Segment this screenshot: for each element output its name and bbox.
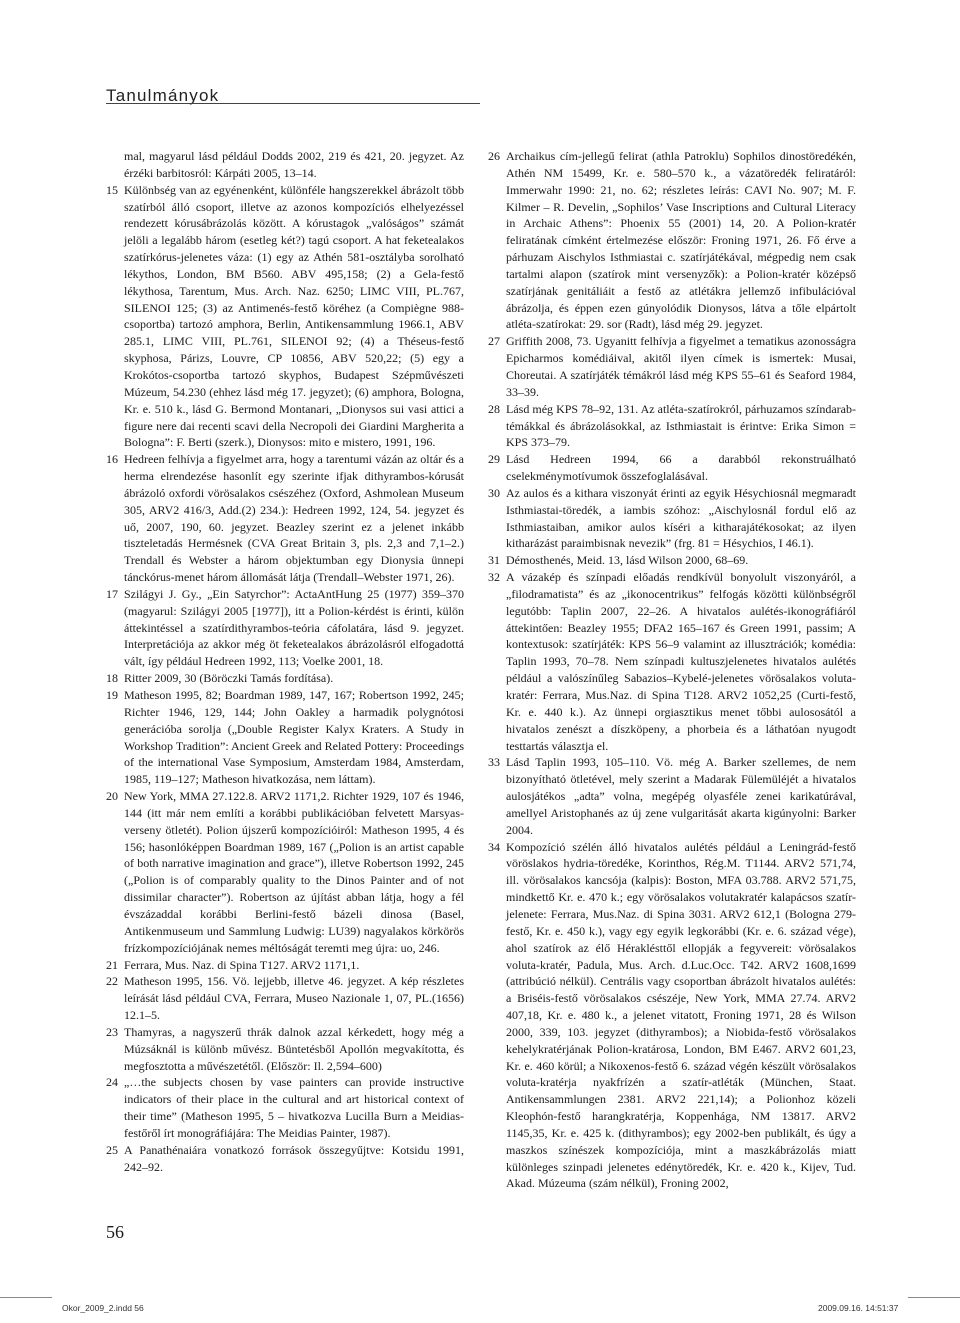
footnote-number: 19: [106, 688, 118, 702]
footnote-number: 15: [106, 182, 118, 197]
footer-file: Okor_2009_2.indd 56: [62, 1303, 144, 1313]
footnote-text: Hedreen felhívja a figyelmet arra, hogy a tarentumi vázán az oltár és a herma elrendezése hasonlít egy szerinte ifjak dithyrambos-kórusát ábrázoló oxfordi vörösalakos csészéhez (Oxford, Ashmolean Museum 305, ARV2 416/3, Add.(2) 234.): Hedreen 1992, 124, 54. jegyzet és uő, 2007, 190, 60. jegyzet. Beazley szerint ez a jelenet inkább tiszteletadás Hermésnek (CVA Great Britain 3, pls. 2,3 and 7,1–2.) Trendall és Webster a három objektumban egy Dionysia ünnepi tánckórus-menet három állomását látja (Trendall–Webster 1971, 26).: [124, 452, 464, 585]
footnote: [106, 1142, 464, 1176]
section-header: Tanulmányok: [106, 86, 220, 105]
footnote: [106, 788, 464, 956]
footer-timestamp: 2009.09.16. 14:51:37: [818, 1303, 899, 1313]
right-column: [488, 148, 856, 1192]
right-notes: [488, 148, 856, 1192]
footnote-number: 17: [106, 586, 118, 601]
footnote-text: Ritter 2009, 30 (Böröczki Tamás fordítása).: [124, 671, 334, 686]
footnote-text: Matheson 1995, 82; Boardman 1989, 147, 167; Robertson 1992, 245; Richter 1946, 129, 144; John Oakley a harmadik polygnótosi generációba sorolja („Double Register Kalyx Kraters. A Study in Workshop Tradition”: Ancient Greek and Related Pottery: Proceedings of the international Vase Symposium, Amsterdam 1984, Amsterdam, 1985, 119–127; Matheson hivatkozása, nem láttam).: [124, 688, 464, 787]
footnote-text: A Panathénaiára vonatkozó források összegyűjtve: Kotsidu 1991, 242–92.: [124, 1142, 464, 1174]
footnote: [488, 401, 856, 452]
footnote-text: A vázakép és színpadi előadás rendkívül bonyolult viszonyáról, a „filodramatista” és az „ikonocentrikus” felfogás közötti különbségről legutóbb: Taplin 2007, 22–26. A hivatalos aulétés-ikonográfiáról áttekintően: Beazley 1955; DFA2 165–167 és Green 1991, passim; A kontextusok: szatírjáték: KPS 56–9 valamint az illusztrációk; komédia: Taplin 1993, 70–78. Nem színpadi kultuszjelenetes hivatalos aulétés például a valószínűleg Sabazios–Kybelé-jelenetes vörösalakos voluta-kratér: Ferrara, Mus.Naz. di Spina T128. ARV2 1052,25 (Curti-festő, Kr. e. 440 k.). Az ünnepi orgiasztikus menet tőbbi aulososától a hivatalos zenészt a díszköpeny, a phorbeia és a láthatóan nyugodt testtartás választja el.: [506, 570, 856, 753]
footnote-text: Archaikus cím-jellegű felirat (athla Patroklu) Sophilos dinostöredékén, Athén NM 15499, Kr. e. 580–570 k., a vázatöredék feliratáról: Immerwahr 1990: 21, no. 62; részletes leírás: CAVI No. 907; M. F. Kilmer – R. Develin, „Sophilos’ Vase Inscriptions and Cultural Literacy in Archaic Athens”: Phoenix 55 (2001) 14, 20. A Polion-kratér feliratának címként értelmezése először: Froning 1971, 26. Fő érve a párhuzam Aischylos Isthmiastai c. szatírjátékával, mégpedig nem csak tartalmi alapon (szatírok mint versenyzők): a Polion-kratér középső szatírjának genitáliáit a festő az atlétákra jellemző infibulációval ábrázolja, és éppen ezen gúnyolódik Dionysos, látva a tőle elpártolt atléta-szatírokat: 29. sor (Radt), lásd még 29. jegyzet.: [506, 149, 856, 332]
footnote: [488, 839, 856, 1193]
footnote-number: 32: [488, 570, 500, 585]
page-number: 56: [106, 1222, 124, 1242]
footnote: [106, 1024, 464, 1075]
crop-mark: [908, 1297, 960, 1298]
footnote: [488, 333, 856, 400]
footnote: [488, 754, 856, 838]
footnote-number: 23: [106, 1024, 118, 1039]
footnote-text: New York, MMA 27.122.8. ARV2 1171,2. Richter 1929, 107 és 1946, 144 (itt már nem említi a korábbi publikációban felvetett Marsyas-verseny ötletét). Polion újszerű kompozícióiról: Matheson 1995, 4 és 156; hasonlóképpen Boardman 1989, 167 („Polion is an artist capable of both narrative imagination and grace”), illetve Robertson 1992, 245 („Polion is of comparably quality to the Dinos Painter and of not dissimilar character”). Robertson az újítást abban látja, hogy a fél évszázaddal korábbi Berlini-festő bázeli dinosa (Basel, Antikenmuseum und Sammlung Ludwig: LU39) nagyalakos körkörös frízkompozíciójának nemes méltóságát teremti meg újra: uo, 246.: [124, 789, 464, 955]
footnote: [106, 586, 464, 670]
footnote-number: 31: [488, 553, 500, 568]
footnote-number: 26: [488, 149, 500, 163]
footnote-number: 25: [106, 1142, 118, 1157]
footnote-number: 30: [488, 485, 500, 500]
footnote: [488, 148, 856, 333]
footnote-number: 16: [106, 452, 118, 467]
footnote: [106, 957, 464, 974]
footnote: [106, 182, 464, 452]
footnote-text: Kompozíció szélén álló hivatalos aulétés például a Leningrád-festő vöröslakos hydria-töredéke, Korinthos, Rég.M. T1144. ARV2 571,74, ill. vörösalakos kancsója (kalpis): Boston, MFA 03.788. ARV2 571,75, mindkettő Kr. e. 470 k.; egy vörösalakos volutakratér kalapácsos szatír-jelenete: Ferrara, Mus.Naz. di Spina 3031. ARV2 612,1 (Bologna 279-festő, Kr. e. 450 k.), vagy egy egyik legkorábbi (Kr. e. 6. század vége), ahol szatírok az élő Héraklésttől ellopják a fegyvereit: vörösalakos voluta-kratér, Padula, Mus. Arch. d.Luc.Occ. T42. ARV2 1608,1699 (attribúció nélkül). Centrális vagy csoportban ábrázolt hivatalos aulétés: a Briséis-festő vörösalakos csészéje, New York, MMA 27.74. ARV2 407,18, Kr. e. 480 k., a jelenet vitatott, Froning 1971, 28 és Wilson 2000, 339, 103. jegyzet (dithyrambos); a Niobida-festő vörösalakos kehelykratérjának Polion-kratárosa, London, BM E467. ARV2 601,23, Kr. e. 460 körül; a Nikoxenos-festő 6. század végén készült vörösalakos voluta-kratérja nyakfrízén a szatír-atléták (München, Staat. Antikensammlungen 2381. ARV2 221,14); a Polionhoz közeli Kleophón-festő harangkratérja, Koppenhága, NM 13817. ARV2 1145,35, Kr. e. 425 k. (dithyrambos); egy 2002-ben publikált, és úgy a maszkos színészek kompozíciója, mint a maszkábrázolás miatt különleges szinpadi jelenetes edénytöredék, Kr. e. 420 k., Kijev, Tud. Akad. Múzeuma (szám nélkül), Froning 2002,: [506, 839, 856, 1191]
footnote-text: Lásd még KPS 78–92, 131. Az atléta-szatírokról, párhuzamos színdarab-témákkal és ábrázolásokkal, az Isthmiastait is érintve: Erika Simon = KPS 373–79.: [506, 401, 856, 450]
footnote-text: Griffith 2008, 73. Ugyanitt felhívja a figyelmet a tematikus azonosságra Epicharmos komédiáival, akitől ilyen címek is ismertek: Musai, Choreutai. A szatírjáték témákról lásd még KPS 55–61 és Seaford 1984, 33–39.: [506, 334, 856, 399]
header-rule: [106, 103, 480, 104]
footnote-number: 20: [106, 789, 118, 804]
footnote: [106, 973, 464, 1024]
footnote-text: Ferrara, Mus. Naz. di Spina T127. ARV2 1171,1.: [124, 957, 360, 972]
footnote: [106, 451, 464, 586]
left-column: [106, 148, 464, 1175]
footnote-number: 29: [488, 452, 500, 467]
crop-mark: [0, 1297, 52, 1298]
footnote-text: Matheson 1995, 156. Vö. lejjebb, illetve 46. jegyzet. A kép részletes leírását lásd például CVA, Ferrara, Museo Nazionale 1, 07, PL.(1656) 12.1–5.: [124, 974, 464, 1023]
footnote-text: Thamyras, a nagyszerű thrák dalnok azzal kérkedett, hogy még a Múzsáknál is különb művész. Büntetésből Apollón megvakította, és megfosztotta a művészetétől. (Először: Il. 2,594–600): [124, 1024, 464, 1073]
footnote-text: Démosthenés, Meid. 13, lásd Wilson 2000, 68–69.: [506, 553, 749, 568]
left-notes: [106, 182, 464, 1176]
footnote: [106, 1074, 464, 1141]
footnote: [488, 569, 856, 754]
footnote-number: 21: [106, 957, 118, 972]
footnote-text: Szilágyi J. Gy., „Ein Satyrchor”: ActaAntHung 25 (1977) 359–370 (magyarul: Szilágyi 2005 [1977]), itt a Polion-kérdést is érinti, külön áttekintéssel a szatírdithyrambos-teória cáfolatára, lásd 9. jegyzet. Interpretációja az akkor még öt feketealakos ábrázolásról elfogadottá vált, így például Hedreen 1992, 113; Voelke 2001, 18.: [124, 586, 464, 669]
footnote-text: Az aulos és a kithara viszonyát érinti az egyik Hésychiosnál megmaradt Isthmiastai-töredék, a iambis szóhoz: „Aischylosnál fordul elő az Isthmiastaiban, amikor aulos kíséri a kitharajátékosokat; az ilyen kitharázást paraimbisnak nevezik” (frg. 81 = Hésychios, I 46.1).: [506, 485, 856, 551]
footnote-text: Különbség van az egyénenként, különféle hangszerekkel ábrázolt több szatírból álló csoport, illetve az azonos kompozíciós elhelyezéssel rendezett kórusábrázolás között. A kórustagok „valóságos” számát jelöli a legalább három (esetleg két?) tagú csoport. A hat feketealakos szatírkórus-jelenetes váza: (1) egy az Athén 581-osztályba sorolható lékythos, London, BM B560. ABV 495,158; (2) a Gela-festő lékythosa, Tarentum, Mus. Arch. Naz. 6250; LIMC VIII, PL.767, SILENOI 125; (3) az Antimenés-festő köréhez (a Compiègne 988-csoportba) tartozó amphora, Berlin, Antikensammlung 1966.1, ABV 285.1, LIMC VIII, PL.761, SILENOI 92; (4) a Théseus-festő skyphosa, Párizs, Louvre, CP 10856, ABV 520,22; (5) egy a Krokótos-csoportba tartozó skyphos, Budapest Szépművészeti Múzeum, 54.230 (ehhez lásd még 17. jegyzet); (6) amphora, Bologna, Kr. e. 510 k., lásd G. Bermond Montanari, „Dionysos sui vasi attici a figure nere dai recenti scavi della Necropoli dei Giardini Margherita a Bologna”: F. Berti (szerk.), Dionysos: mito e mistero, 1991, 196.: [124, 182, 464, 450]
footnote: [488, 552, 856, 569]
footnote-text: Lásd Taplin 1993, 105–110. Vö. még A. Barker szellemes, de nem bizonyítható ötletével, mely szerint a Madarak Fülemüléjét a hivatalos aulosjátékos „adta” volna, megépég olyasféle zenei karikatúrával, amellyel Aristophanés az új zene vulgaritását akarta kigúnyolni: Barker 2004.: [506, 755, 856, 837]
footnote: [106, 687, 464, 788]
footnote: [488, 451, 856, 485]
footnote-text: „…the subjects chosen by vase painters can provide instructive indicators of their place in the cultural and art historical context of their time” (Matheson 1995, 5 – hivatkozva Lucilla Burn a Meidias-festőről írt monográfiájára: The Meidias Painter, 1987).: [124, 1075, 464, 1140]
footnote-number: 22: [106, 974, 118, 989]
footnote-number: 27: [488, 334, 500, 349]
footnote-number: 33: [488, 755, 500, 770]
footnote-number: 24: [106, 1075, 118, 1090]
footnote-number: 18: [106, 671, 118, 686]
footnote-number: 28: [488, 401, 500, 416]
footnote: [488, 485, 856, 552]
footnote-text: Lásd Hedreen 1994, 66 a darabból rekonstruálható cselekménymotívumok összefoglalásával.: [506, 452, 856, 484]
footnote: [106, 670, 464, 687]
continuation-text: mal, magyarul lásd például Dodds 2002, 219 és 421, 20. jegyzet. Az érzéki barbitosról: Kárpáti 2005, 13–14.: [124, 149, 464, 180]
footnote-number: 34: [488, 839, 500, 854]
